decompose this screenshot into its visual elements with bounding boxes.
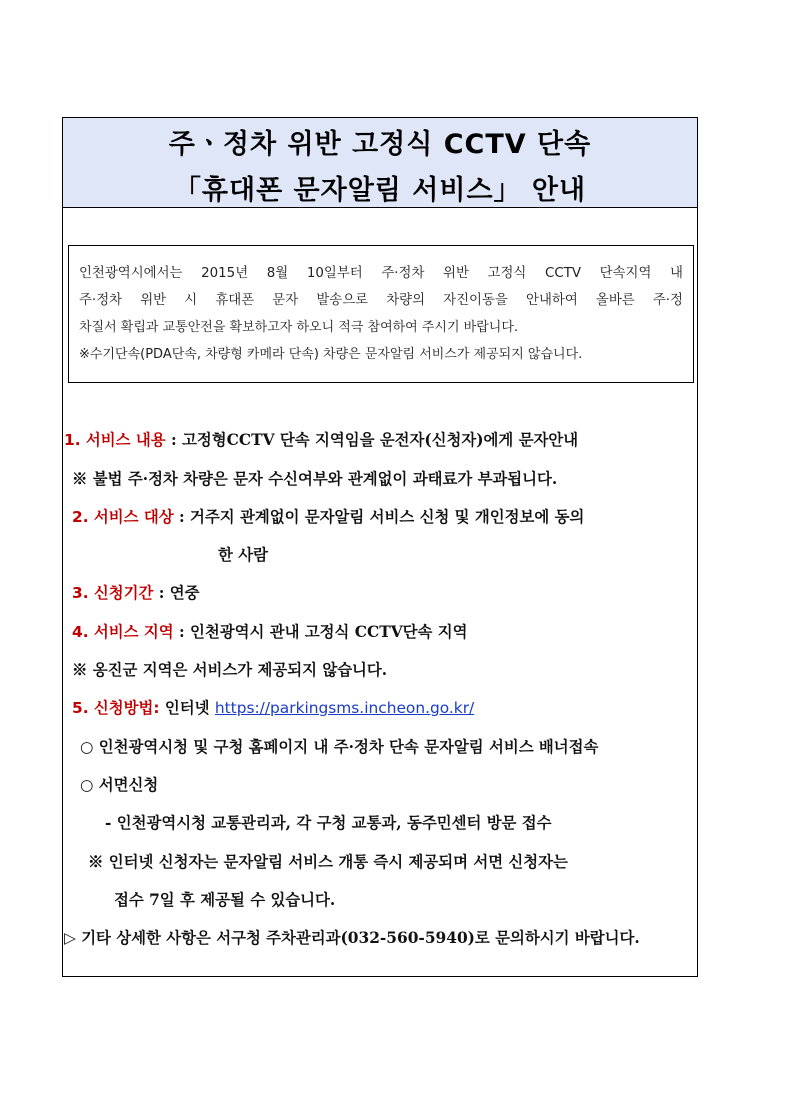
page-subtitle: 「휴대폰 문자알림 서비스」 안내 [173, 175, 587, 206]
method-web: ○ 인천광역시청 및 구청 홈페이지 내 주·정차 단속 문자알림 서비스 배너접속 [80, 738, 599, 756]
item-label: 2. 서비스 대상 [72, 508, 174, 526]
method-paper: ○ 서면신청 [80, 776, 159, 794]
item-label: 4. 서비스 지역 [72, 623, 174, 641]
intro-line: 인천광역시에서는 2015년 8월 10일부터 주·정차 위반 고정식 CCTV 단속지역 내 [79, 266, 683, 281]
item-text: 인천광역시 관내 고정식 CCTV단속 지역 [190, 623, 468, 641]
intro-line: 차질서 확립과 교통안전을 확보하고자 하오니 적극 참여하여 주시기 바랍니다. [79, 320, 519, 335]
item-separator: : [165, 431, 183, 449]
item-separator: : [153, 584, 170, 602]
item-service-target [72, 505, 584, 527]
fine-note: ※ 불법 주·정차 차량은 문자 수신여부와 관계없이 과태료가 부과됩니다. [72, 470, 558, 488]
item-service-content [64, 428, 578, 450]
item-text: 연중 [169, 584, 200, 602]
item-text: 인터넷 [159, 699, 215, 717]
item-label: 5. 신청방법: [72, 699, 160, 717]
item-text: 거주지 관계없이 문자알림 서비스 신청 및 개인정보에 동의 [190, 508, 585, 526]
item-period [72, 581, 200, 603]
item-service-target-cont: 한 사람 [218, 546, 268, 564]
page-title: 주ㆍ정차 위반 고정식 CCTV 단속 [168, 129, 592, 160]
title-banner [63, 118, 697, 208]
intro-line: 주·정차 위반 시 휴대폰 문자 발송으로 차량의 자진이동을 안내하여 올바른 주·정 [79, 293, 683, 308]
item-service-area [72, 620, 467, 642]
paper-detail: - 인천광역시청 교통관리과, 각 구청 교통과, 동주민센터 방문 접수 [105, 814, 552, 832]
contact-info: ▷ 기타 상세한 사항은 서구청 주차관리과(032-560-5940)로 문의하시기 바랍니다. [64, 929, 640, 947]
area-note: ※ 옹진군 지역은 서비스가 제공되지 않습니다. [72, 661, 388, 679]
intro-box [68, 245, 694, 383]
item-method [72, 696, 474, 718]
item-text: 고정형CCTV 단속 지역임을 운전자(신청자)에게 문자안내 [182, 431, 579, 449]
timing-note: ※ 인터넷 신청자는 문자알림 서비스 개통 즉시 제공되며 서면 신청자는 [88, 853, 568, 871]
item-separator: : [173, 623, 191, 641]
item-label: 1. 서비스 내용 [64, 431, 166, 449]
item-label: 3. 신청기간 [72, 584, 154, 602]
timing-note-cont: 접수 7일 후 제공될 수 있습니다. [114, 891, 336, 909]
notice-frame [62, 117, 698, 977]
item-separator: : [173, 508, 191, 526]
intro-exception-note: ※수기단속(PDA단속, 차량형 카메라 단속) 차량은 문자알림 서비스가 제공되지 않습니다. [79, 347, 583, 362]
application-url-link[interactable]: https://parkingsms.incheon.go.kr/ [214, 699, 475, 717]
